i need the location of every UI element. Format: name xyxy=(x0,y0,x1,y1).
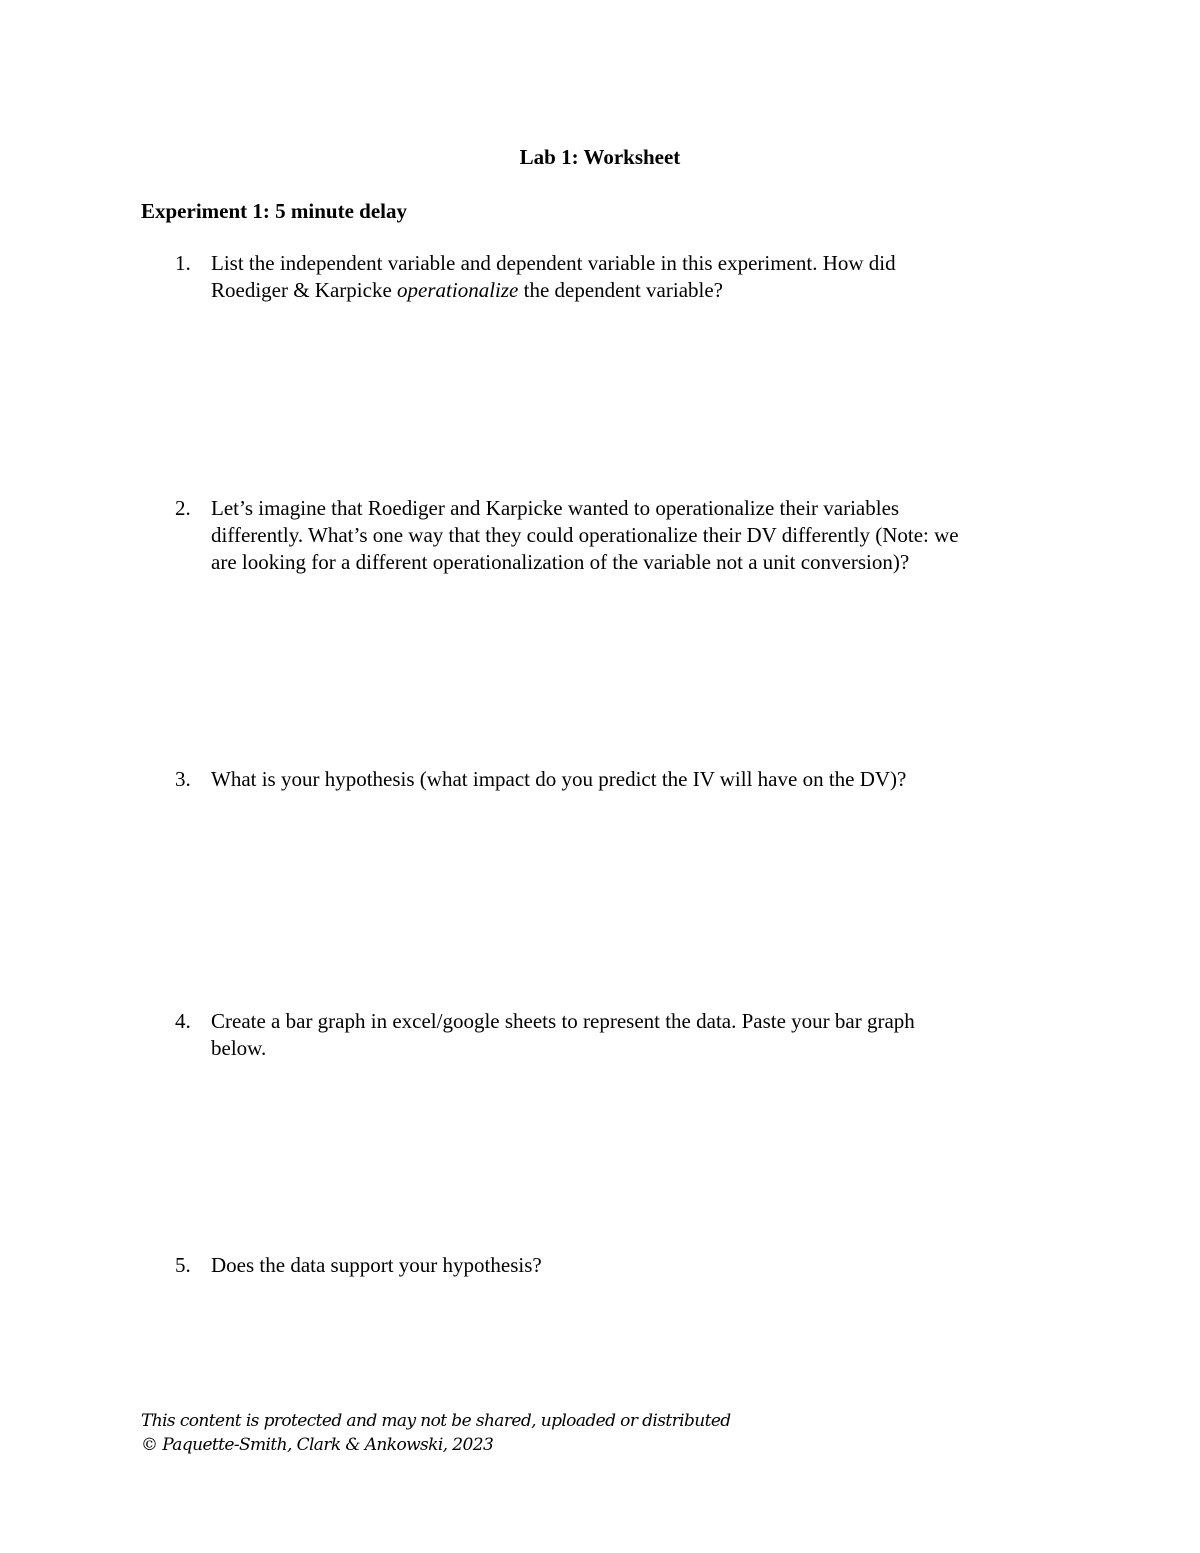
question-5 xyxy=(141,1252,1061,1279)
page-title: Lab 1: Worksheet xyxy=(519,145,681,169)
copyright-footer xyxy=(141,1409,731,1457)
question-line: differently. What’s one way that they could operationalize their DV differently (Note: we xyxy=(211,523,959,547)
question-text-segment: the dependent variable? xyxy=(518,278,724,302)
copyright-notice: © Paquette-Smith, Clark & Ankowski, 2023 xyxy=(141,1435,494,1455)
question-2 xyxy=(141,495,1061,576)
section-heading: Experiment 1: 5 minute delay xyxy=(141,199,407,223)
question-number: 5. xyxy=(175,1253,191,1277)
question-4 xyxy=(141,1008,1061,1062)
question-number: 1. xyxy=(175,251,191,275)
question-3 xyxy=(141,766,1061,793)
question-line: are looking for a different operationalization of the variable not a unit conversion)? xyxy=(211,550,910,574)
question-line: Create a bar graph in excel/google sheets to represent the data. Paste your bar graph xyxy=(211,1009,915,1033)
question-line: List the independent variable and dependent variable in this experiment. How did xyxy=(211,251,896,275)
question-text xyxy=(211,766,1061,793)
question-text-segment: Roediger & Karpicke xyxy=(211,278,398,302)
question-1 xyxy=(141,250,1061,304)
question-line: What is your hypothesis (what impact do you predict the IV will have on the DV)? xyxy=(211,767,907,791)
question-line xyxy=(211,277,1061,304)
question-text xyxy=(211,1008,1061,1062)
emphasized-term: operationalize xyxy=(397,278,519,302)
question-text xyxy=(211,1252,1061,1279)
question-text xyxy=(211,495,1061,576)
protection-notice: This content is protected and may not be shared, uploaded or distributed xyxy=(141,1411,731,1431)
question-line: Let’s imagine that Roediger and Karpicke wanted to operationalize their variables xyxy=(211,496,900,520)
question-line: below. xyxy=(211,1036,267,1060)
question-line: Does the data support your hypothesis? xyxy=(211,1253,542,1277)
question-number: 2. xyxy=(175,496,191,520)
question-number: 3. xyxy=(175,767,191,791)
question-text xyxy=(211,250,1061,304)
question-number: 4. xyxy=(175,1009,191,1033)
